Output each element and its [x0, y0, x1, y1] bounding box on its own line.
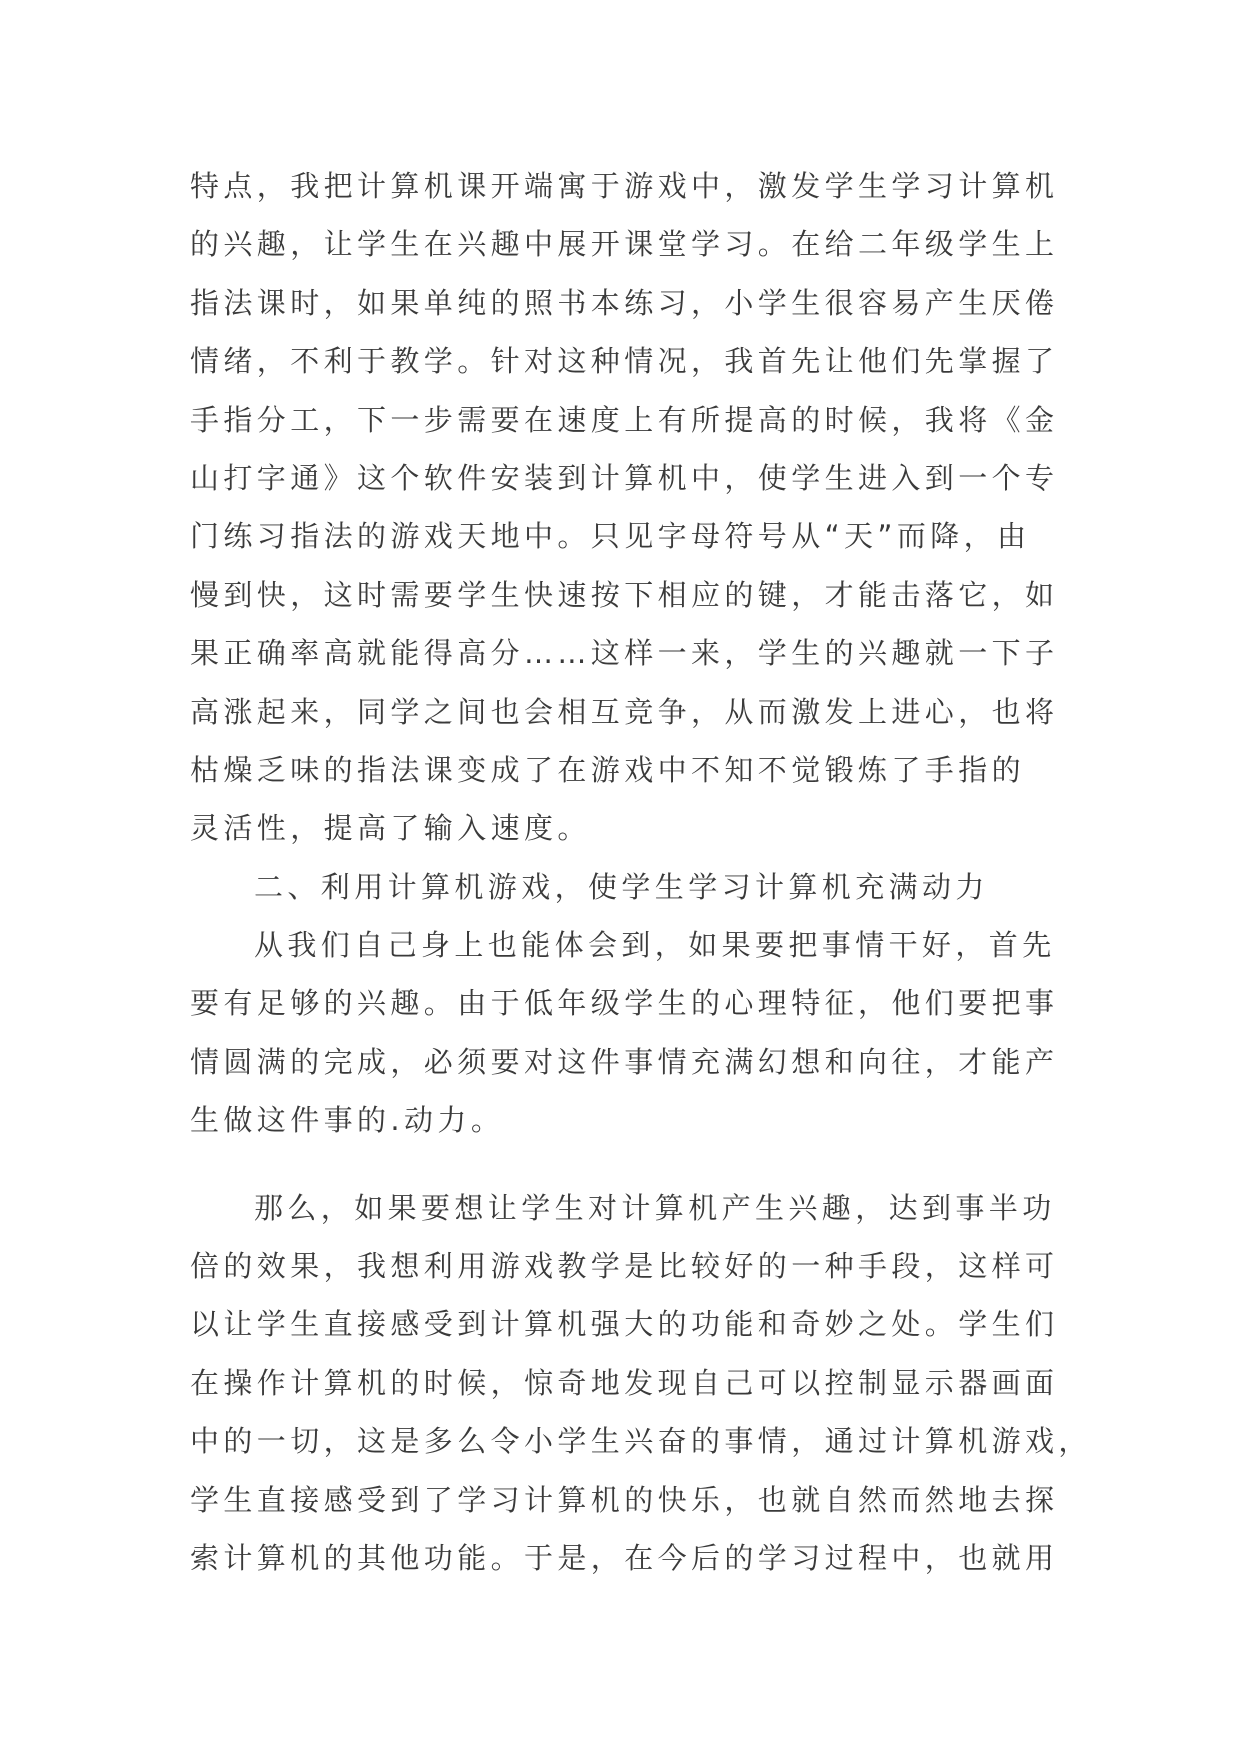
- text-line: 慢到快，这时需要学生快速按下相应的键，才能击落它，如: [190, 577, 1059, 612]
- text-line: 在操作计算机的时候，惊奇地发现自己可以控制显示器画面: [190, 1365, 1059, 1400]
- paragraph-3: [190, 1179, 1092, 1588]
- text-line: 山打字通》这个软件安装到计算机中，使学生进入到一个专: [190, 460, 1059, 495]
- paragraph-spacer: [190, 1150, 1050, 1179]
- text-line: 中的一切，这是多么令小学生兴奋的事情，通过计算机游戏，: [190, 1424, 1092, 1459]
- text-line: 从我们自己身上也能体会到，如果要把事情干好，首先: [254, 928, 1056, 963]
- text-line: 果正确率高就能得高分……这样一来，学生的兴趣就一下子: [190, 636, 1059, 671]
- paragraph-2: [190, 916, 1059, 1150]
- text-line: 要有足够的兴趣。由于低年级学生的心理特征，他们要把事: [190, 986, 1059, 1021]
- text-line: 灵活性，提高了输入速度。: [190, 811, 591, 846]
- text-line: 手指分工，下一步需要在速度上有所提高的时候，我将《金: [190, 402, 1059, 437]
- text-line: 门练习指法的游戏天地中。只见字母符号从“天”而降，由: [190, 519, 1031, 554]
- text-line: 情圆满的完成，必须要对这件事情充满幻想和向往，才能产: [190, 1044, 1059, 1079]
- text-line: 生做这件事的.动力。: [190, 1103, 505, 1138]
- text-line: 高涨起来，同学之间也会相互竞争，从而激发上进心，也将: [190, 694, 1059, 729]
- text-line: 特点，我把计算机课开端寓于游戏中，激发学生学习计算机: [190, 169, 1059, 203]
- text-line: 的兴趣，让学生在兴趣中展开课堂学习。在给二年级学生上: [190, 227, 1059, 262]
- text-line: 以让学生直接感受到计算机强大的功能和奇妙之处。学生们: [190, 1307, 1059, 1342]
- text-line: 那么，如果要想让学生对计算机产生兴趣，达到事半功: [254, 1190, 1056, 1225]
- text-line: 情绪，不利于教学。针对这种情况，我首先让他们先掌握了: [190, 344, 1059, 379]
- text-line: 枯燥乏味的指法课变成了在游戏中不知不觉锻炼了手指的: [190, 752, 1026, 787]
- text-line: 学生直接感受到了学习计算机的快乐，也就自然而然地去探: [190, 1482, 1059, 1517]
- text-line: 指法课时，如果单纯的照书本练习，小学生很容易产生厌倦: [190, 285, 1059, 320]
- body-text: [190, 157, 1092, 1587]
- section-heading: 二、利用计算机游戏，使学生学习计算机充满动力: [254, 869, 989, 904]
- text-line: 倍的效果，我想利用游戏教学是比较好的一种手段，这样可: [190, 1249, 1059, 1284]
- text-line: 索计算机的其他功能。于是，在今后的学习过程中，也就用: [190, 1540, 1059, 1575]
- paragraph-1: [190, 157, 1059, 858]
